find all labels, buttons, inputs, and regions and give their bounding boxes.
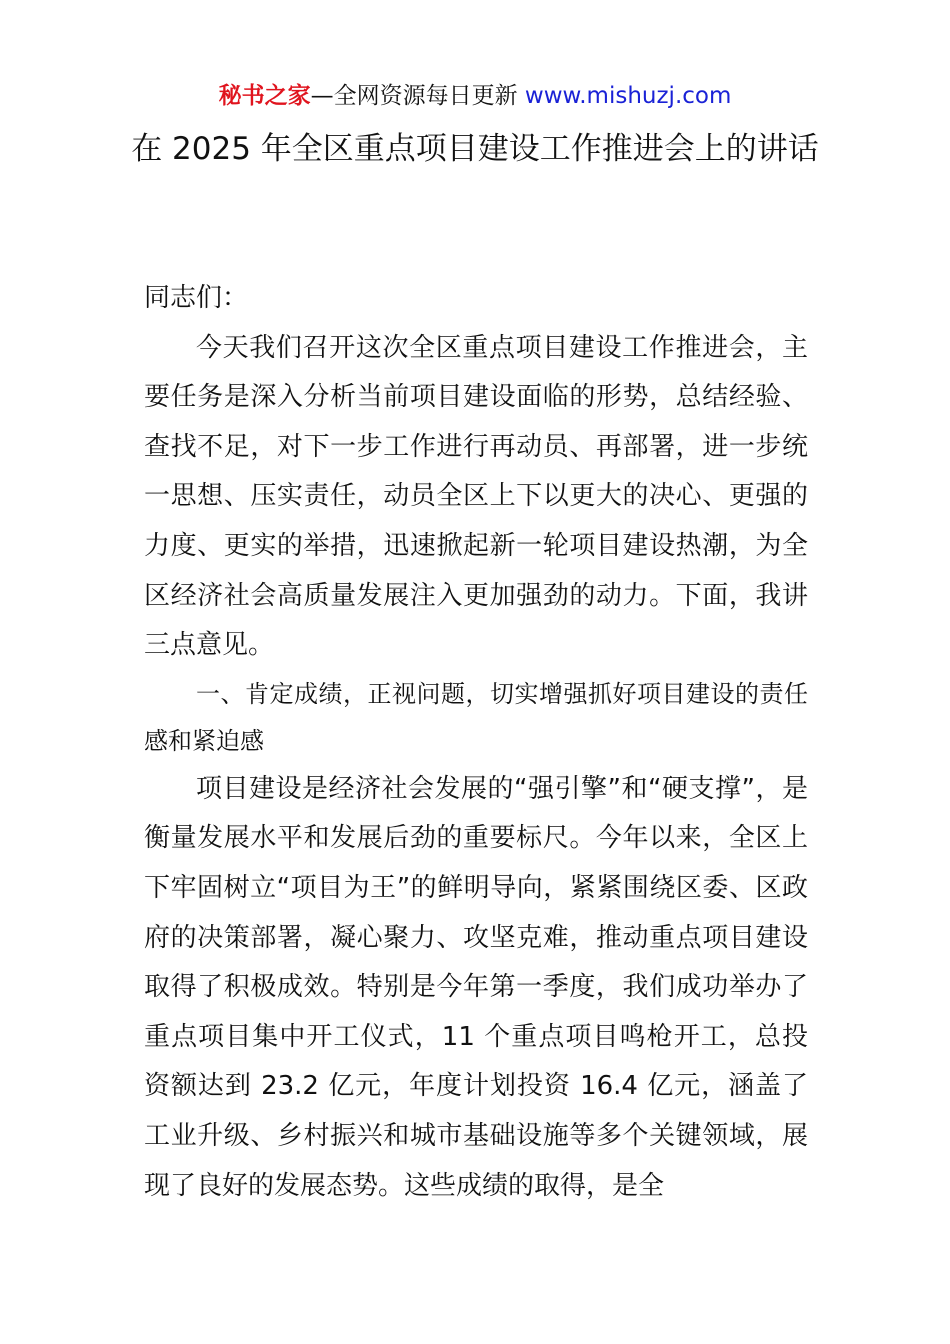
document-body <box>144 274 808 1211</box>
salutation: 同志们： <box>144 283 249 313</box>
header-tagline: —全网资源每日更新 <box>310 83 518 109</box>
site-header <box>0 78 950 114</box>
document-title: 在 2025 年全区重点项目建设工作推进会上的讲话 <box>131 131 819 167</box>
section-paragraph: 项目建设是经济社会发展的“强引擎”和“硬支撑”，是衡量发展水平和发展后劲的重要标尺。今年以来，全区上下牢固树立“项目为王”的鲜明导向，紧紧围绕区委、区政府的决策部署，凝心聚力、攻坚克难，推动重点项目建设取得了积极成效。特别是今年第一季度，我们成功举办了重点项目集中开工仪式，11 个重点项目鸣枪开工，总投资额达到 23.2 亿元，年度计划投资 16.4 亿元，涵盖了工业升级、乡村振兴和城市基础设施等多个关键领域，展现了良好的发展态势。这些成绩的取得，是全 <box>144 773 808 1201</box>
intro-paragraph: 今天我们召开这次全区重点项目建设工作推进会，主要任务是深入分析当前项目建设面临的形势，总结经验、查找不足，对下一步工作进行再动员、再部署，进一步统一思想、压实责任，动员全区上下以更大的决心、更强的力度、更实的举措，迅速掀起新一轮项目建设热潮，为全区经济社会高质量发展注入更加强劲的动力。下面，我讲三点意见。 <box>144 332 808 661</box>
section-heading: 一、肯定成绩，正视问题，切实增强抓好项目建设的责任感和紧迫感 <box>144 679 808 755</box>
brand-name: 秘书之家 <box>218 83 311 109</box>
site-link[interactable]: www.mishuzj.com <box>524 83 732 109</box>
